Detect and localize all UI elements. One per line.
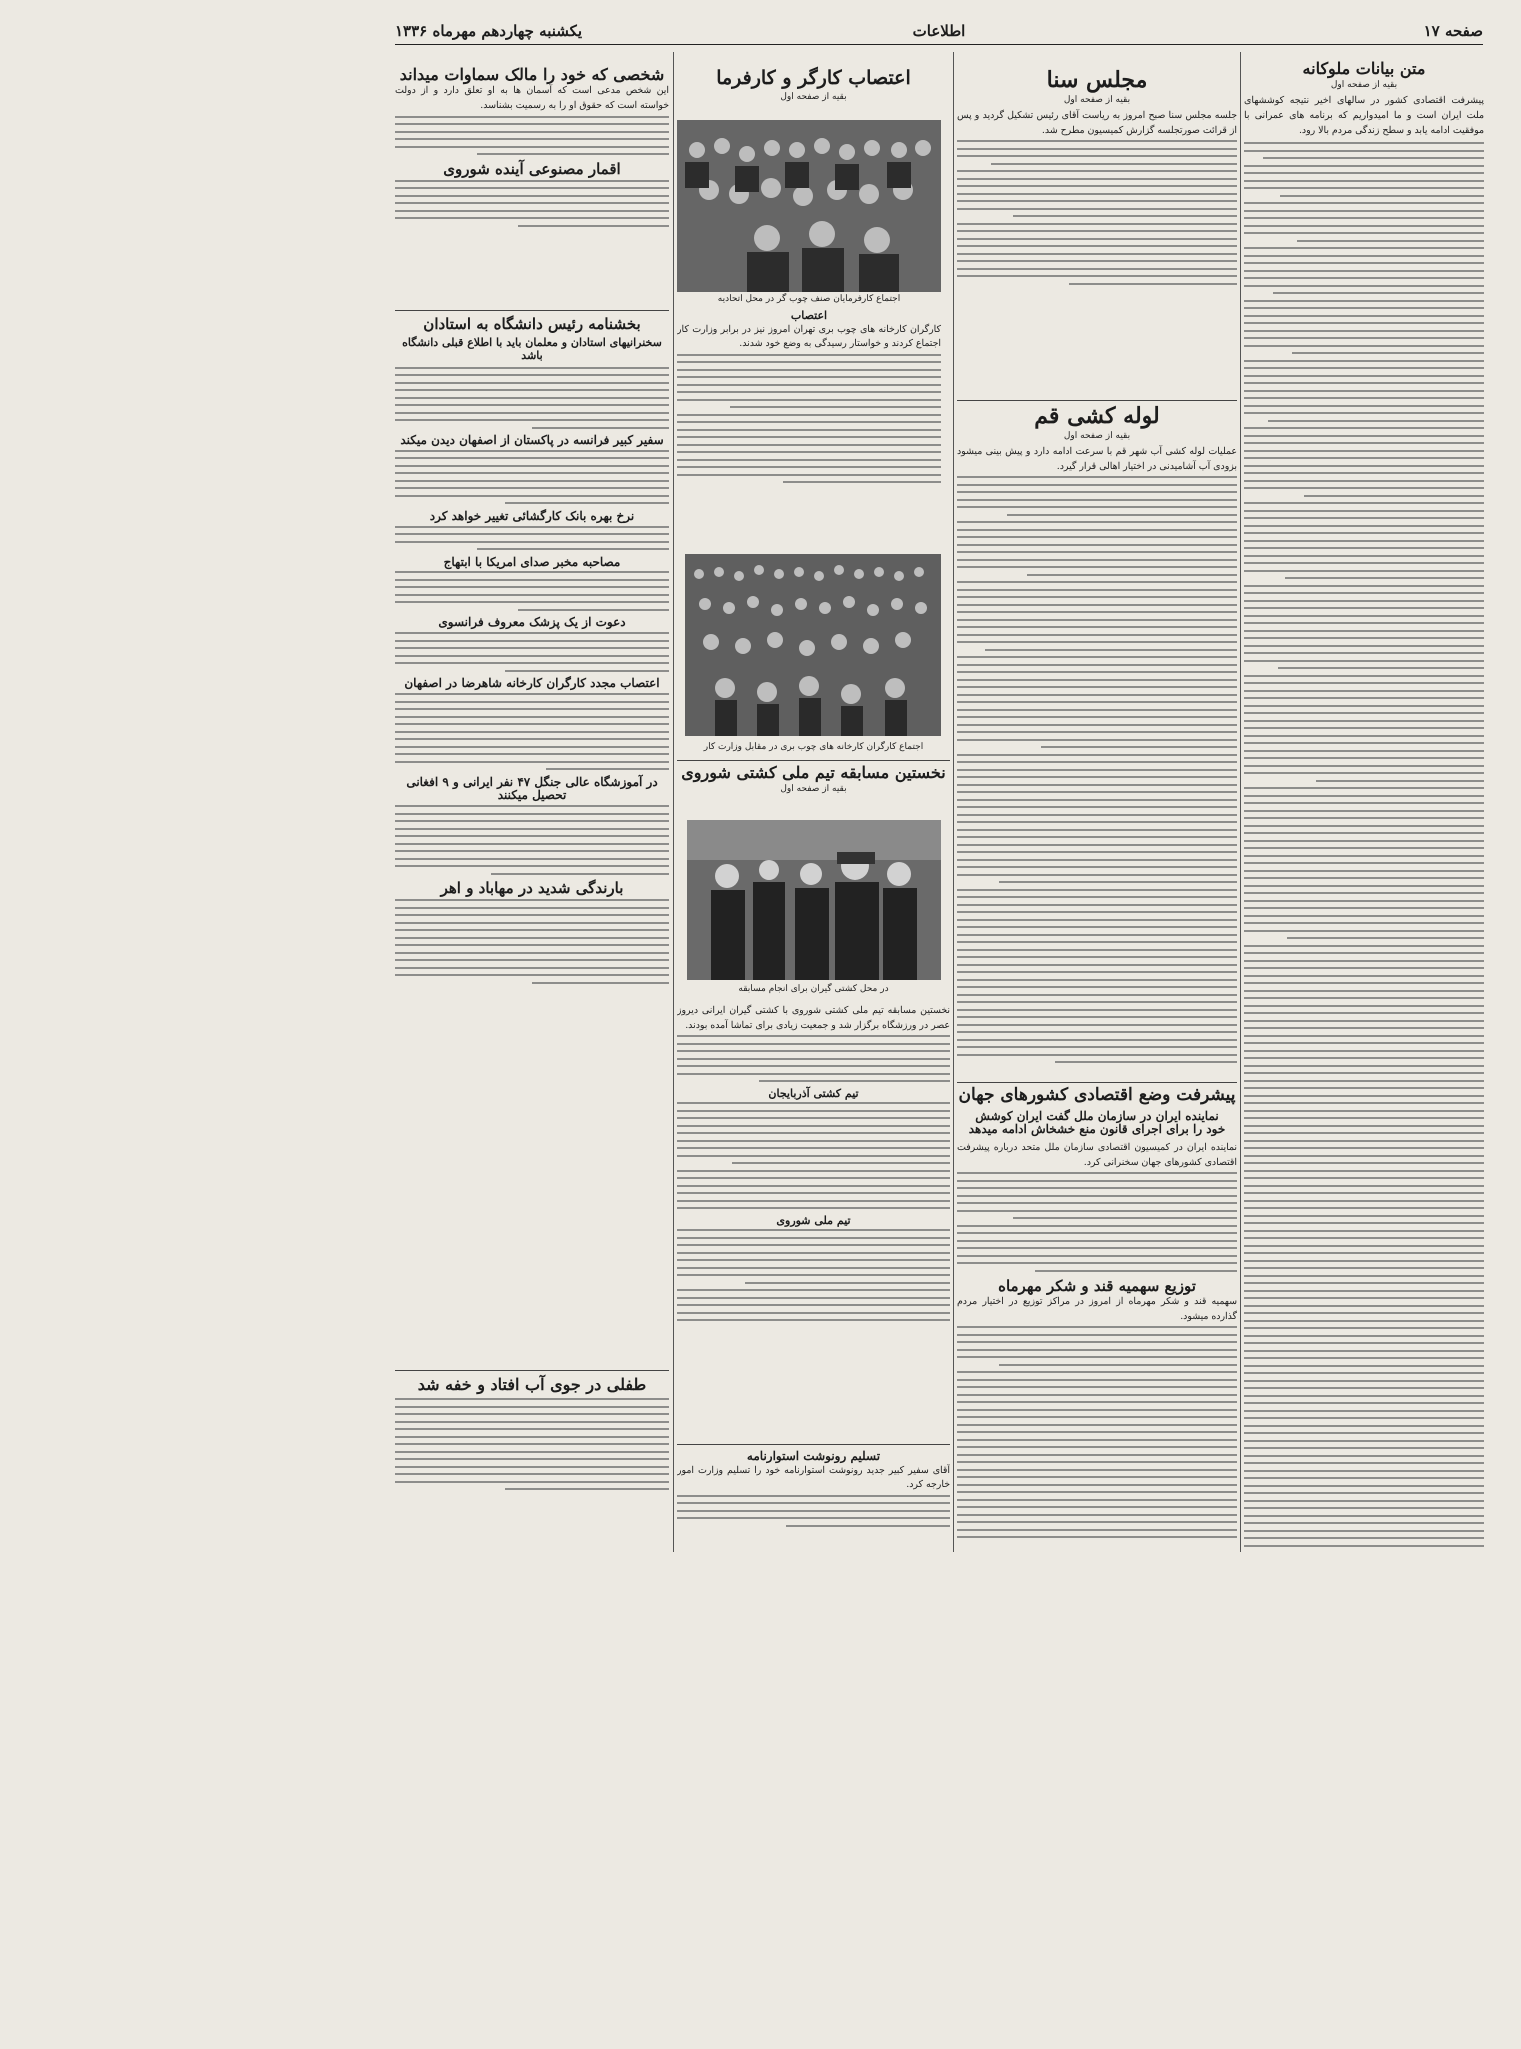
newspaper-name: اطلاعات — [912, 22, 966, 40]
photo-caption: اجتماع کارگران کارخانه های چوب بری در مقابل وزارت کار — [703, 742, 924, 752]
section-divider — [677, 760, 950, 761]
headline: نرخ بهره بانک کارگشائی تغییر خواهد کرد — [429, 508, 635, 523]
article-text: این شخص مدعی است که آسمان ها به او تعلق دارد و از دولت خواسته است که حقوق او را به رسمیت بشناسد. — [395, 85, 669, 111]
text-lines — [395, 367, 669, 429]
headline: نخستین مسابقه تیم ملی کشتی شوروی — [681, 763, 946, 782]
headline: مجلس سنا — [1046, 67, 1148, 93]
section-divider — [677, 1444, 950, 1445]
headline: بارندگی شدید در مهاباد و اهر — [440, 879, 624, 898]
headline: دعوت از یک پزشک معروف فرانسوی — [438, 615, 626, 630]
article-text: نخستین مسابقه تیم ملی کشتی شوروی با کشتی گیران ایرانی دیروز عصر در ورزشگاه برگزار شد و جمعیت زیادی برای تماشا آمده بودند. — [677, 1005, 950, 1031]
text-lines — [677, 1102, 950, 1209]
subhead: تیم کشتی آذربایجان — [768, 1086, 859, 1100]
text-lines — [395, 571, 669, 611]
article-text: پیشرفت اقتصادی کشور در سالهای اخیر نتیجه کوششهای ملت ایران است و ما امیدواریم که برنامه های عمرانی با موفقیت ادامه یابد و سطح زندگی مردم بالا رود. — [1244, 95, 1484, 136]
article-text: عملیات لوله کشی آب شهر قم با سرعت ادامه دارد و پیش بینی میشود بزودی آب آشامیدنی در اختیار اهالی قرار گیرد. — [957, 446, 1237, 472]
newspaper-page — [357, 0, 1521, 1568]
headline: اقمار مصنوعی آینده شوروی — [443, 159, 621, 178]
subhead: نماینده ایران در سازمان ملل گفت ایران کوشش خود را برای اجرای قانون منع خشخاش ادامه میدهد — [968, 1108, 1226, 1137]
subhead: سخنرانیهای استادان و معلمان باید با اطلاع قبلی دانشگاه باشد — [402, 336, 662, 362]
text-lines — [395, 526, 669, 551]
section-divider — [395, 1370, 669, 1371]
headline: شخصی که خود را مالک سماوات میداند — [399, 65, 665, 84]
text-lines — [395, 180, 669, 227]
headline: در آموزشگاه عالی جنگل ۴۷ نفر ایرانی و ۹ افغانی تحصیل میکنند — [406, 774, 658, 803]
article-text: کارگران کارخانه های چوب بری تهران امروز نیز در برابر وزارت کار اجتماع کردند و خواستار رسیدگی به وضع خود شدند. — [677, 323, 941, 350]
article-senate — [957, 68, 1237, 285]
issue-date: یکشنبه چهاردهم مهرماه ۱۳۳۶ — [395, 22, 583, 40]
headline: مصاحبه مخبر صدای امریکا با ابتهاج — [443, 554, 621, 569]
headline: بخشنامه رئیس دانشگاه به استادان — [423, 315, 641, 333]
headline: تسلیم رونوشت استوارنامه — [746, 1449, 881, 1463]
section-divider — [957, 400, 1237, 401]
headline: اعتصاب کارگر و کارفرما — [716, 67, 911, 89]
text-lines — [677, 1035, 950, 1082]
section-divider — [395, 310, 669, 311]
article-text: آقای سفیر کبیر جدید رونوشت استوارنامه خود را تسلیم وزارت امور خارجه کرد. — [677, 1464, 950, 1491]
page-header — [395, 22, 1483, 45]
article-text: سهمیه قند و شکر مهرماه از امروز در مراکز توزیع در اختیار مردم گذارده میشود. — [957, 1296, 1237, 1322]
subhead: تیم ملی شوروی — [776, 1213, 851, 1227]
text-lines — [395, 632, 669, 672]
text-lines — [677, 1495, 950, 1527]
text-lines — [395, 899, 669, 984]
photo-workers-gathering — [685, 554, 941, 736]
subhead: بقیه از صفحه اول — [1063, 95, 1131, 106]
article-credentials — [677, 1450, 950, 1532]
article-text: نماینده ایران در کمیسیون اقتصادی سازمان ملل متحد درباره پیشرفت اقتصادی کشورهای جهان سخنرانی کرد. — [957, 1142, 1237, 1168]
subhead: بقیه از صفحه اول — [1063, 431, 1131, 442]
photo-wrestling-team — [687, 820, 941, 980]
headline: متن بیانات ملوکانه — [1302, 59, 1426, 78]
column-rule — [953, 52, 954, 1552]
photo-employers-meeting — [677, 120, 941, 292]
headline: طفلی در جوی آب افتاد و خفه شد — [417, 1375, 647, 1394]
article-pipeline — [957, 404, 1237, 1069]
column-rule — [1240, 52, 1241, 1552]
article-royal-speech — [1244, 52, 1484, 1552]
text-lines — [395, 450, 669, 505]
headline: پیشرفت وضع اقتصادی کشورهای جهان — [958, 1085, 1236, 1105]
headline: اعتصاب مجدد کارگران کارخانه شاهرضا در اصفهان — [404, 676, 660, 691]
text-lines — [395, 1398, 669, 1490]
text-lines — [677, 354, 941, 484]
article-wrestling-body — [677, 1004, 950, 1327]
subhead: اعتصاب — [790, 309, 828, 322]
article-child-drowned — [395, 1376, 669, 1496]
text-lines — [957, 140, 1237, 285]
section-divider — [957, 1082, 1237, 1083]
article-economy — [957, 1086, 1237, 1544]
center-left-column — [677, 52, 950, 1552]
headline: توزیع سهمیه قند و شکر مهرماه — [998, 1276, 1196, 1295]
article-text: جلسه مجلس سنا صبح امروز به ریاست آقای رئیس تشکیل گردید و پس از قرائت صورتجلسه گزارش کمیسیون مطرح شد. — [957, 110, 1237, 136]
text-lines — [677, 1229, 950, 1321]
photo-caption: اجتماع کارفرمایان صنف چوب گر در محل اتحادیه — [717, 294, 901, 304]
column-rule — [673, 52, 674, 1552]
text-lines — [1244, 142, 1484, 1552]
text-lines — [957, 1326, 1237, 1538]
subhead: بقیه از صفحه اول — [780, 91, 847, 102]
left-column — [395, 52, 669, 1552]
text-lines — [957, 1172, 1237, 1272]
text-lines — [395, 805, 669, 875]
center-right-column — [957, 52, 1237, 1552]
text-lines — [395, 693, 669, 770]
text-lines — [395, 116, 669, 156]
headline: لوله کشی قم — [1034, 403, 1160, 429]
subhead: بقیه از صفحه اول — [780, 784, 847, 795]
subhead: بقیه از صفحه اول — [1330, 80, 1398, 91]
headline: سفیر کبیر فرانسه در پاکستان از اصفهان دیدن میکند — [400, 433, 664, 448]
page-number: صفحه ۱۷ — [1423, 22, 1483, 40]
article-strike-body — [677, 310, 941, 489]
article-university — [395, 316, 669, 989]
article-wrestling — [677, 764, 950, 798]
text-lines — [957, 476, 1237, 1063]
photo-caption: در محل کشتی گیران برای انجام مسابقه — [738, 984, 889, 994]
